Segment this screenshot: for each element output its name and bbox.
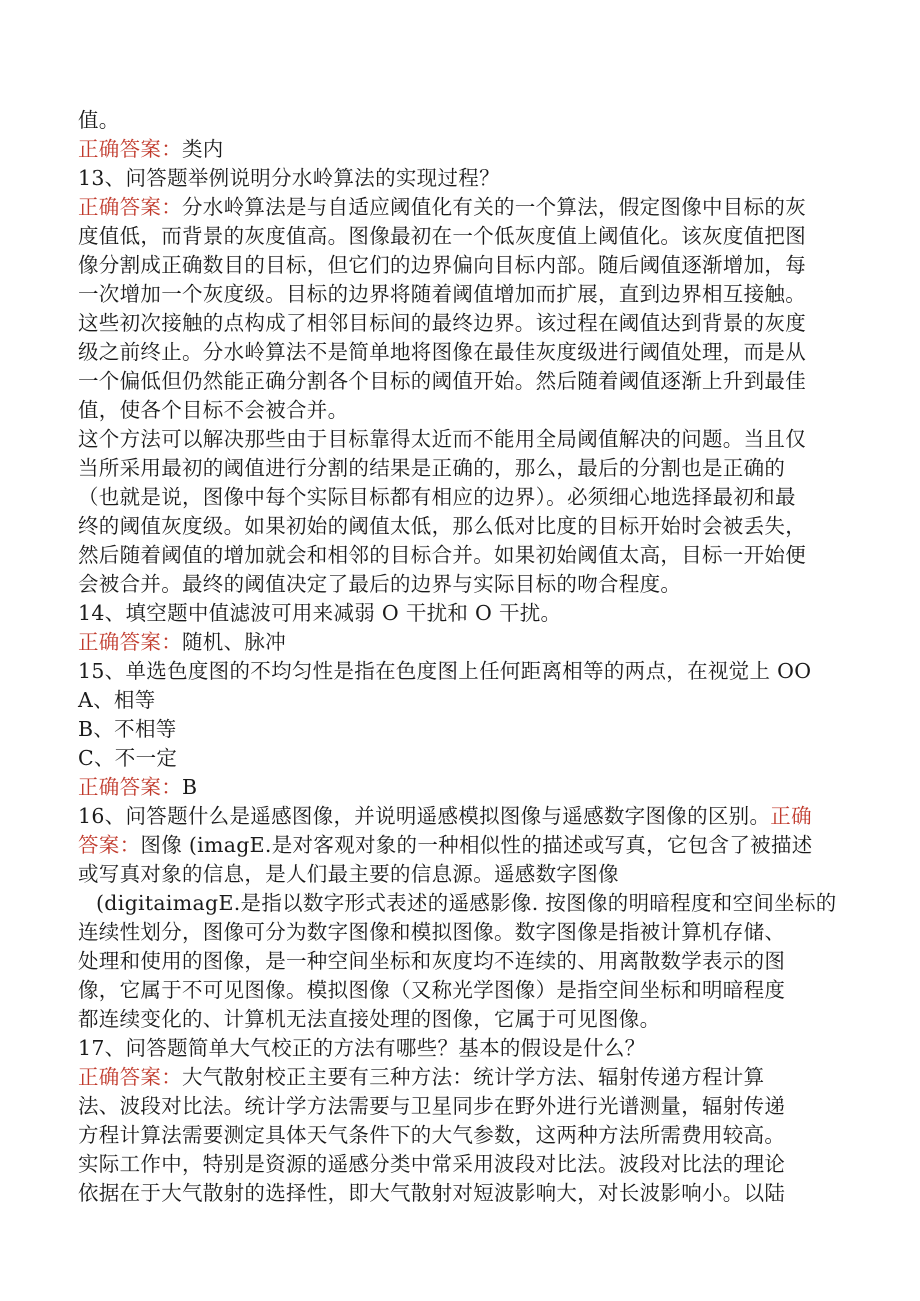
question-text: 16、问答题什么是遥感图像，并说明遥感模拟图像与遥感数字图像的区别。 (78, 804, 771, 828)
answer-text: 分水岭算法是与自适应阈值化有关的一个算法，假定图像中目标的灰 (182, 195, 806, 219)
text-line: 连续性划分，图像可分为数字图像和模拟图像。数字图像是指被计算机存储、 (78, 920, 786, 944)
answer-line-q17 (78, 1063, 858, 1092)
text-line: 或写真对象的信息，是人们最主要的信息源。遥感数字图像 (78, 862, 619, 886)
answer-label: 正确答案： (78, 775, 182, 799)
text-line: （也就是说，图像中每个实际目标都有相应的边界）。必须细心地选择最初和最 (78, 485, 796, 509)
text-line: 像分割成正确数目的目标，但它们的边界偏向目标内部。随后阈值逐渐增加，每 (78, 253, 806, 277)
text-line: 值，使各个目标不会被合并。 (78, 398, 349, 422)
text-line: 一次增加一个灰度级。目标的边界将随着阈值增加而扩展，直到边界相互接触。 (78, 282, 806, 306)
document-body (78, 106, 858, 1208)
option-b: B、不相等 (78, 717, 177, 741)
text-line: 方程计算法需要测定具体天气条件下的大气参数，这两种方法所需费用较高。 (78, 1123, 786, 1147)
answer-text: 大气散射校正主要有三种方法：统计学方法、辐射传递方程计算 (182, 1065, 765, 1089)
answer-label: 正确答案： (78, 630, 182, 654)
answer-line-q12 (78, 135, 858, 164)
answer-line-q14 (78, 628, 858, 657)
option-a: A、相等 (78, 688, 156, 712)
text-line: 处理和使用的图像，是一种空间坐标和灰度均不连续的、用离散数学表示的图 (78, 949, 786, 973)
text-line: 终的阈值灰度级。如果初始的阈值太低，那么低对比度的目标开始时会被丢失， (78, 514, 806, 538)
text-line: 然后随着阈值的增加就会和相邻的目标合并。如果初始阈值太高，目标一开始便 (78, 543, 806, 567)
text-line: 一个偏低但仍然能正确分割各个目标的阈值开始。然后随着阈值逐渐上升到最佳 (78, 369, 806, 393)
question-15: 15、单选色度图的不均匀性是指在色度图上任何距离相等的两点，在视觉上 OO (78, 659, 812, 683)
text-line: (digitaimagE.是指以数字形式表述的遥感影像. 按图像的明暗程度和空间坐标的 (96, 891, 837, 915)
answer-line-q15 (78, 773, 858, 802)
text-line: 实际工作中，特别是资源的遥感分类中常采用波段对比法。波段对比法的理论 (78, 1152, 786, 1176)
question-16 (78, 802, 858, 831)
answer-label: 正确答案： (78, 137, 182, 161)
question-17: 17、问答题简单大气校正的方法有哪些？基本的假设是什么？ (78, 1036, 646, 1060)
text-line: 度值低，而背景的灰度值高。图像最初在一个低灰度值上阈值化。该灰度值把图 (78, 224, 806, 248)
answer-text: 类内 (182, 137, 224, 161)
text-line: 这些初次接触的点构成了相邻目标间的最终边界。该过程在阈值达到背景的灰度 (78, 311, 806, 335)
text-line: 像，它属于不可见图像。模拟图像（又称光学图像）是指空间坐标和明暗程度 (78, 978, 786, 1002)
question-13: 13、问答题举例说明分水岭算法的实现过程？ (78, 166, 500, 190)
text-line: 值。 (78, 108, 120, 132)
answer-label: 正确答案： (78, 195, 182, 219)
answer-text: 随机、脉冲 (182, 630, 286, 654)
text-line: 会被合并。最终的阈值决定了最后的边界与实际目标的吻合程度。 (78, 572, 682, 596)
text-line: 这个方法可以解决那些由于目标靠得太近而不能用全局阈值解决的问题。当且仅 (78, 427, 806, 451)
answer-text: 图像 (imagE.是对客观对象的一种相似性的描述或写真，它包含了被描述 (140, 833, 813, 857)
answer-label: 正确答案： (78, 1065, 182, 1089)
option-c: C、不一定 (78, 746, 178, 770)
answer-label-part2: 答案： (78, 833, 141, 857)
text-line: 级之前终止。分水岭算法不是简单地将图像在最佳灰度级进行阈值处理，而是从 (78, 340, 806, 364)
answer-line-q16 (78, 831, 858, 860)
text-line: 都连续变化的、计算机无法直接处理的图像，它属于可见图像。 (78, 1007, 661, 1031)
text-line: 当所采用最初的阈值进行分割的结果是正确的，那么，最后的分割也是正确的 (78, 456, 786, 480)
text-line: 法、波段对比法。统计学方法需要与卫星同步在野外进行光谱测量，辐射传递 (78, 1094, 786, 1118)
answer-line-q13 (78, 193, 858, 222)
answer-text: B (182, 775, 198, 799)
text-line: 依据在于大气散射的选择性，即大气散射对短波影响大，对长波影响小。以陆 (78, 1181, 786, 1205)
answer-label-part1: 正确 (770, 804, 812, 828)
question-14: 14、填空题中值滤波可用来减弱 O 干扰和 O 干扰。 (78, 601, 562, 625)
